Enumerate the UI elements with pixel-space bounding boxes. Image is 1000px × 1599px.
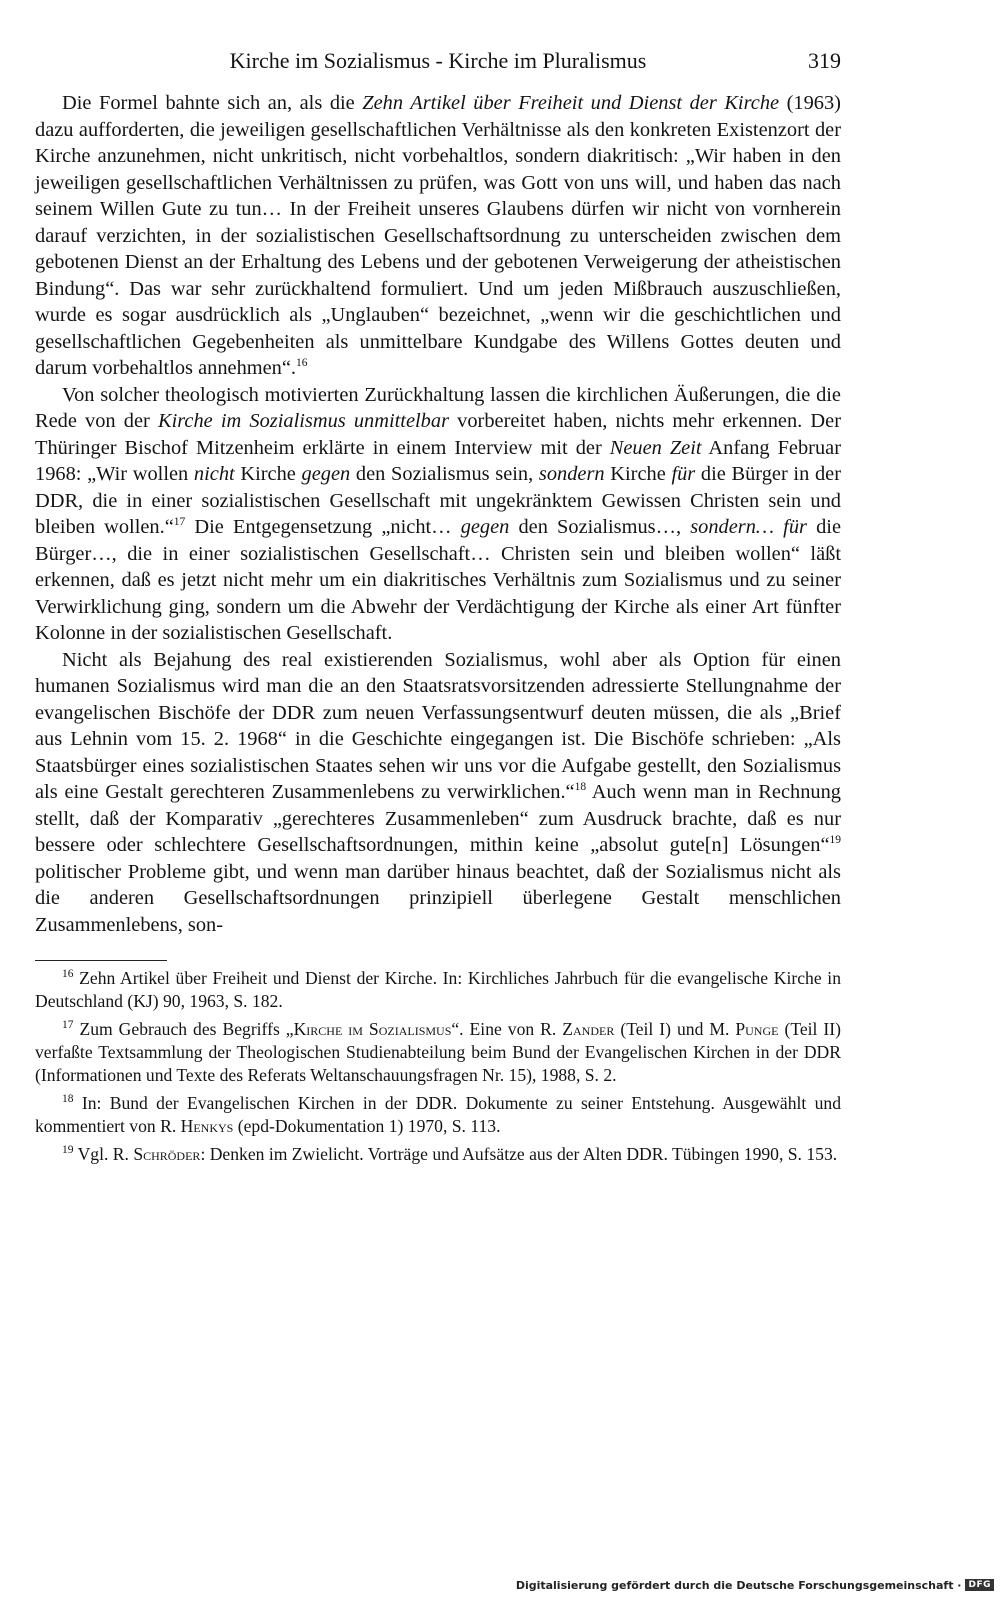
footnote-19 xyxy=(35,1143,841,1166)
footnote-17 xyxy=(35,1018,841,1087)
footnote-divider xyxy=(35,960,167,961)
emphasis-text: Kirche im Sozialismus unmittelbar xyxy=(157,410,450,432)
small-caps-text: Henkys xyxy=(180,1116,234,1136)
book-page xyxy=(35,44,841,1171)
text-run: Zehn Artikel über Freiheit und Dienst der Kirche. In: Kirchliches Jahrbuch für die evangelische Kirche in Deutschland (KJ) 90, 1963, S. 182. xyxy=(35,968,841,1011)
paragraph xyxy=(35,90,841,382)
footnote-marker: 17 xyxy=(62,1019,74,1032)
text-run: In: Bund der Evangelischen Kirchen in der DDR. Dokumente zu seiner Entstehung. Ausgewählt und kommentiert von R. xyxy=(35,1093,841,1136)
small-caps-text: Schröder xyxy=(133,1144,201,1164)
footnote-marker: 16 xyxy=(296,357,308,370)
text-run: (epd-Dokumentation 1) 1970, S. 113. xyxy=(233,1116,501,1136)
watermark-text: Digitalisierung gefördert durch die Deutsche Forschungsgemeinschaft · xyxy=(515,1578,962,1592)
text-run: Anfang Februar 1968: „Wir wollen xyxy=(35,436,841,485)
footnote-marker: 16 xyxy=(62,968,74,981)
small-caps-text: Punge xyxy=(735,1019,779,1039)
emphasis-text: sondern… für xyxy=(690,516,807,538)
small-caps-text: Kirche im Sozialismus xyxy=(293,1019,452,1039)
emphasis-text: für xyxy=(671,463,696,485)
dfg-logo: DFG xyxy=(965,1579,994,1591)
text-run: Die Formel bahnte sich an, als die xyxy=(62,92,363,114)
text-run: den Sozialismus…, xyxy=(509,516,691,538)
text-run: die Bürger…, die in einer sozialistischen Gesellschaft… Christen sein und bleiben wollen“ läßt erkennen, daß es jetzt nicht mehr um ein diakritisches Verhältnis zum Sozialismus und zu seiner Verwirklichung ging, sondern um die Abwehr der Verdächtigung der Kirche als einer Art fünfter Kolonne in der sozialistischen Gesellschaft. xyxy=(35,516,841,644)
footnote-marker: 19 xyxy=(829,834,841,847)
text-run: vorbereitet haben, nichts mehr erkennen. Der Thüringer Bischof Mitzenheim erklärte in einem Interview mit der xyxy=(35,410,841,459)
footnotes xyxy=(35,967,841,1166)
footnote-marker: 18 xyxy=(62,1093,74,1106)
emphasis-text: Neuen Zeit xyxy=(609,436,702,459)
page-number: 319 xyxy=(808,48,841,73)
text-run: Kirche xyxy=(604,463,672,485)
text-run: die Bürger in der DDR, die in einer sozialistischen Gesellschaft mit ungekränktem Gewissen Christen sein und bleiben wollen.“ xyxy=(35,463,842,538)
text-run: : Denken im Zwielicht. Vorträge und Aufsätze aus der Alten DDR. Tübingen 1990, S. 153. xyxy=(200,1144,838,1164)
emphasis-text: sondern xyxy=(538,463,605,485)
paragraph xyxy=(35,382,841,647)
footnote-marker: 19 xyxy=(62,1144,74,1157)
text-run: Vgl. R. xyxy=(73,1144,134,1164)
emphasis-text: Zehn Artikel über Freiheit und Dienst der Kirche xyxy=(362,92,780,114)
text-run: Kirche xyxy=(234,463,302,485)
paragraph xyxy=(35,647,841,939)
body-text xyxy=(35,90,841,938)
text-run: (1963) dazu aufforderten, die jeweiligen gesellschaftlichen Verhältnisse als den konkreten Existenzort der Kirche anzunehmen, nicht unkritisch, nicht vorbehaltlos, sondern diakritisch: „Wir haben in den jeweiligen gesellschaftlichen Verhältnissen zu prüfen, was Gott von uns will, und haben das nach seinem Willen Gute zu tun… In der Freiheit unseres Glaubens dürfen wir nicht von vornherein darauf verzichten, in der sozialistischen Gesellschaftsordnung zu unterscheiden zwischen dem gebotenen Dienst an der Erhaltung des Lebens und der gebotenen Verweigerung der atheistischen Bindung“. Das war sehr zurückhaltend formuliert. Und um jeden Mißbrauch auszuschließen, wurde es sogar ausdrücklich als „Unglauben“ bezeichnet, „wenn wir die geschichtlichen und gesellschaftlichen Gegebenheiten als unmittelbare Kundgabe des Willens Gottes deuten und darum vorbehaltlos annehmen“. xyxy=(35,92,841,379)
text-run: (Teil II) verfaßte Textsammlung der Theologischen Studienabteilung beim Bund der Evangelischen Kirchen in der DDR (Informationen und Texte des Referats Weltanschauungsfragen Nr. 15), 1988, S. 2. xyxy=(35,1019,841,1085)
emphasis-text: nicht xyxy=(193,463,235,485)
text-run: “. Eine von R. xyxy=(451,1019,563,1039)
running-head xyxy=(35,44,841,78)
text-run: Von solcher theologisch motivierten Zurückhaltung lassen die kirchlichen Äußerungen, die die Rede von der xyxy=(35,383,841,432)
emphasis-text: gegen xyxy=(460,516,510,538)
text-run: Nicht als Bejahung des real existierenden Sozialismus, wohl aber als Option für einen humanen Sozialismus wird man die an den Staatsratsvorsitzenden adressierte Stellungnahme der evangelischen Bischöfe der DDR zum neuen Verfassungsentwurf deuten müssen, die als „Brief aus Lehnin vom 15. 2. 1968“ in die Geschichte eingegangen ist. Die Bischöfe schrieben: „Als Staatsbürger eines sozialistischen Staates sehen wir uns vor die Aufgabe gestellt, den Sozialismus als eine Gestalt gerechteren Zusammenlebens zu verwirklichen.“ xyxy=(35,648,841,803)
text-run: Die Entgegensetzung „nicht… xyxy=(185,516,461,538)
emphasis-text: gegen xyxy=(301,463,351,485)
text-run: (Teil I) und M. xyxy=(614,1019,736,1039)
text-run: politischer Probleme gibt, und wenn man darüber hinaus beachtet, daß der Sozialismus nicht als die anderen Gesellschaftsordnungen prinzipiell überlegene Gestalt menschlichen Zusammenlebens, son- xyxy=(35,860,841,936)
digitization-watermark xyxy=(516,1575,994,1595)
running-title: Kirche im Sozialismus - Kirche im Pluralismus xyxy=(229,48,647,73)
footnote-marker: 17 xyxy=(173,516,186,529)
text-run: Zum Gebrauch des Begriffs „ xyxy=(73,1019,294,1039)
text-run: Auch wenn man in Rechnung stellt, daß der Komparativ „gerechteres Zusammenleben“ zum Ausdruck brachte, daß es nur bessere oder schlechtere Gesellschaftsordnungen, mithin keine „absolut gute[n] Lösungen“ xyxy=(35,781,841,856)
footnote-marker: 18 xyxy=(574,781,587,794)
text-run: den Sozialismus sein, xyxy=(350,463,539,485)
footnote-18 xyxy=(35,1092,841,1138)
small-caps-text: Zander xyxy=(562,1019,615,1039)
footnote-16 xyxy=(35,967,841,1013)
